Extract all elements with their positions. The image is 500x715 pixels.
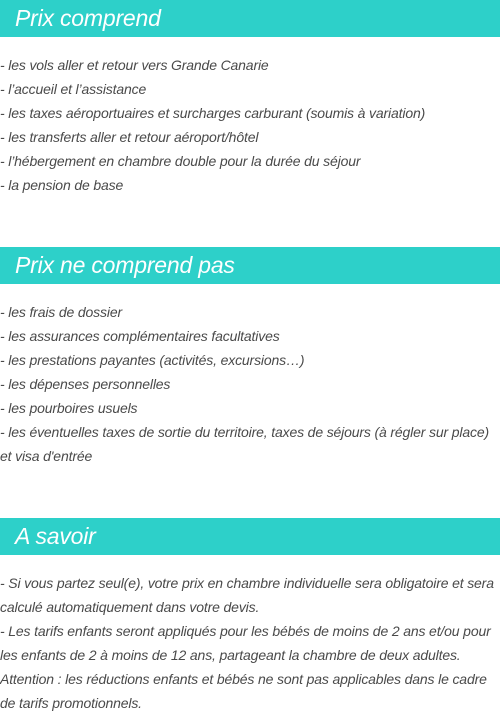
list-item: - les frais de dossier: [0, 304, 122, 320]
list-item: - les pourboires usuels: [0, 400, 138, 416]
section-header: [0, 518, 500, 555]
section-prix-comprend: [0, 0, 500, 197]
section-header: [0, 0, 500, 37]
section-a-savoir: [0, 518, 500, 715]
info-paragraph: Attention : les réductions enfants et bébés ne sont pas applicables dans le cadre de tarifs promotionnels.: [0, 671, 487, 711]
section-header: [0, 247, 500, 284]
list-item: - la pension de base: [0, 177, 124, 193]
section-title: Prix ne comprend pas: [15, 252, 235, 278]
section-title: A savoir: [15, 523, 96, 549]
info-text: [0, 571, 500, 715]
list-item: - les dépenses personnelles: [0, 376, 171, 392]
excluded-list: [0, 300, 500, 468]
list-item: - les vols aller et retour vers Grande Canarie: [0, 57, 269, 73]
list-item: - les assurances complémentaires facultatives: [0, 328, 280, 344]
list-item: - les taxes aéroportuaires et surcharges carburant (soumis à variation): [0, 105, 426, 121]
list-item: - les transferts aller et retour aéroport/hôtel: [0, 129, 259, 145]
info-paragraph: - Les tarifs enfants seront appliqués pour les bébés de moins de 2 ans et/ou pour les enfants de 2 à moins de 12 ans, partageant la chambre de deux adultes.: [0, 623, 491, 663]
list-item: - les éventuelles taxes de sortie du territoire, taxes de séjours (à régler sur place) et visa d'entrée: [0, 424, 490, 464]
list-item: - les prestations payantes (activités, excursions…): [0, 352, 305, 368]
section-title: Prix comprend: [15, 5, 161, 31]
included-list: [0, 53, 500, 197]
list-item: - l’accueil et l’assistance: [0, 81, 147, 97]
info-paragraph: - Si vous partez seul(e), votre prix en chambre individuelle sera obligatoire et sera calculé automatiquement dans votre devis.: [0, 575, 494, 615]
list-item: - l’hébergement en chambre double pour la durée du séjour: [0, 153, 361, 169]
section-prix-ne-comprend-pas: [0, 247, 500, 468]
